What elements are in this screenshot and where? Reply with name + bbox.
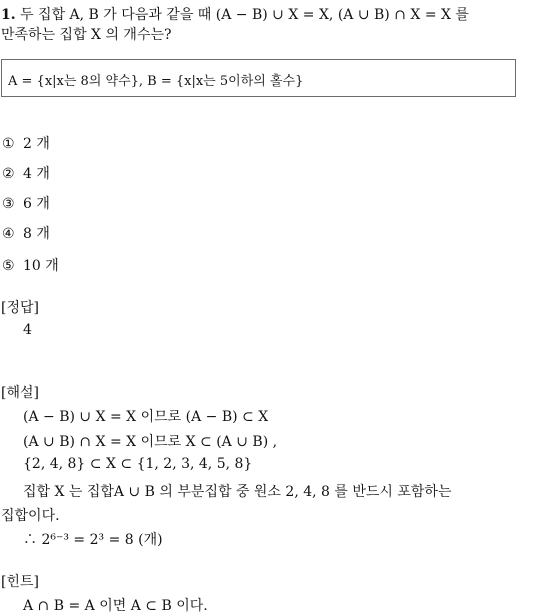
choice-4-marker: ④: [2, 226, 15, 242]
choice-2[interactable]: [2, 163, 50, 183]
choice-3[interactable]: [2, 193, 50, 213]
explanation-line-3: {2, 4, 8} ⊂ X ⊂ {1, 2, 3, 4, 5, 8}: [23, 456, 253, 472]
question-text-line-1: 두 집합 A, B 가 다음과 같을 때 (A − B) ∪ X = X, (A ∪ B) ∩ X = X 를: [20, 7, 469, 23]
choice-4-text: 8 개: [23, 226, 50, 242]
choice-1[interactable]: [2, 133, 50, 153]
hint-text: A ∩ B = A 이면 A ⊂ B 이다.: [23, 598, 208, 614]
choice-5[interactable]: [2, 255, 59, 275]
explanation-line-6: ∴ 2⁶⁻³ = 2³ = 8 (개): [23, 532, 163, 548]
choice-3-text: 6 개: [23, 196, 50, 212]
hint-label: [힌트]: [1, 574, 39, 590]
question-text-line-2: 만족하는 집합 X 의 개수는?: [1, 27, 172, 43]
given-sets-box: [1, 59, 516, 97]
choice-2-text: 4 개: [23, 166, 50, 182]
choice-4[interactable]: [2, 223, 50, 243]
choice-5-marker: ⑤: [2, 258, 15, 274]
answer-label: [정답]: [1, 300, 39, 316]
answer-value: 4: [23, 322, 32, 338]
choice-3-marker: ③: [2, 196, 15, 212]
explanation-line-5: 집합이다.: [1, 508, 60, 524]
question-number: 1.: [1, 7, 16, 23]
explanation-label: [해설]: [1, 385, 39, 401]
question-line-1: [1, 4, 469, 24]
choice-2-marker: ②: [2, 166, 15, 182]
choice-1-marker: ①: [2, 136, 15, 152]
explanation-line-2: (A ∪ B) ∩ X = X 이므로 X ⊂ (A ∪ B) ,: [23, 434, 278, 450]
given-sets-text: A = {x|x는 8의 약수}, B = {x|x는 5이하의 홀수}: [8, 74, 304, 89]
explanation-line-1: (A − B) ∪ X = X 이므로 (A − B) ⊂ X: [23, 409, 269, 425]
choice-5-text: 10 개: [23, 258, 59, 274]
choice-1-text: 2 개: [23, 136, 50, 152]
explanation-line-4: 집합 X 는 집합A ∪ B 의 부분집합 중 원소 2, 4, 8 를 반드시 포함하는: [23, 484, 452, 500]
